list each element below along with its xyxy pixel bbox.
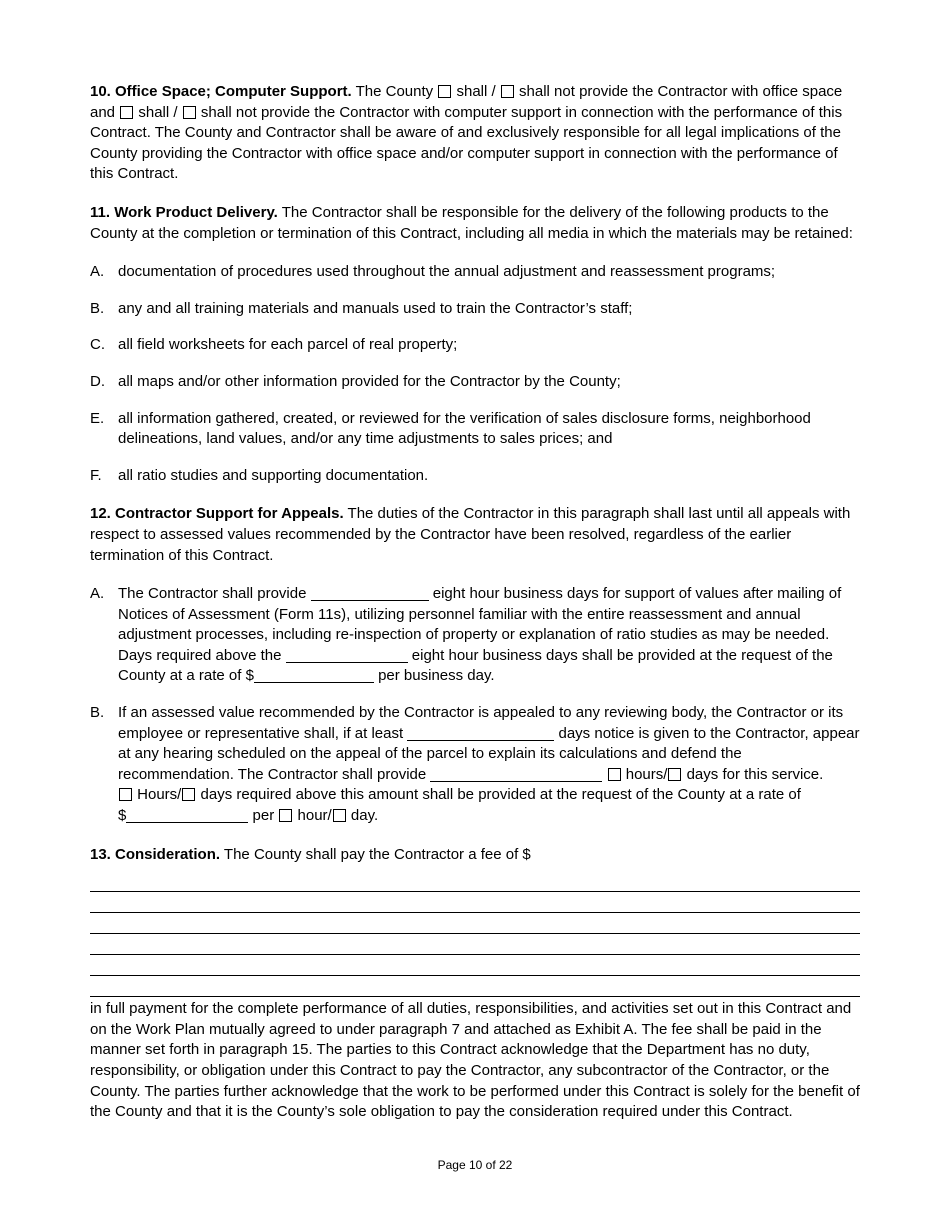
business-day-rate-field[interactable]	[254, 668, 374, 683]
text: days notice is given to the Contractor, appear at any hearing scheduled on the appeal of the parcel to explain its calculations and defend the recommendation. The Contractor shall provide	[118, 724, 860, 783]
list-item	[90, 262, 860, 283]
text: day.	[346, 807, 379, 825]
list-item-label: C.	[90, 336, 105, 354]
computer-shall-not-checkbox[interactable]	[183, 106, 196, 119]
list-item-label: B.	[90, 704, 105, 722]
section-12-heading: 12. Contractor Support for Appeals.	[90, 505, 344, 523]
computer-shall-checkbox[interactable]	[120, 106, 133, 119]
fee-line[interactable]	[90, 892, 860, 913]
extra-days-field[interactable]	[286, 648, 408, 663]
fee-line[interactable]	[90, 976, 860, 997]
list-item	[90, 466, 860, 487]
list-item-label: A.	[90, 585, 105, 603]
section-11-intro: The Contractor shall be responsible for the delivery of the following products to the County at the completion or termination of this Contract, including all media in which the materials may be retained:	[90, 203, 853, 242]
notice-days-field[interactable]	[407, 726, 554, 741]
office-shall-checkbox[interactable]	[438, 85, 451, 98]
section-10-text: shall /	[452, 83, 500, 100]
fee-description-lines[interactable]	[90, 871, 860, 997]
section-10-text: The County	[351, 83, 438, 100]
section-10-text: shall not provide the Contractor with office space and	[90, 83, 843, 121]
support-days-field[interactable]	[311, 586, 429, 601]
list-item	[90, 335, 860, 356]
section-12-item-a	[90, 584, 860, 687]
text: days for this service.	[682, 765, 824, 783]
section-11-heading: 11. Work Product Delivery.	[90, 203, 278, 221]
text: days required above this amount shall be provided at the request of the County at a rate of	[196, 786, 801, 804]
list-item-label: F.	[90, 466, 102, 484]
list-item	[90, 372, 860, 393]
office-shall-not-checkbox[interactable]	[501, 85, 514, 98]
text: hours/	[621, 765, 668, 783]
list-item-text	[118, 584, 860, 687]
section-12	[90, 504, 860, 566]
list-item-text: documentation of procedures used throughout the annual adjustment and reassessment programs;	[118, 263, 776, 281]
text: per	[248, 807, 279, 825]
text: hour/	[293, 807, 332, 825]
extra-hours-checkbox[interactable]	[119, 788, 132, 801]
rate-hour-checkbox[interactable]	[279, 809, 292, 822]
fee-line[interactable]	[90, 913, 860, 934]
section-11-list	[90, 262, 860, 486]
document-page	[90, 82, 860, 1123]
section-11	[90, 203, 860, 244]
service-days-checkbox[interactable]	[668, 768, 681, 781]
page-number: Page 10 of 22	[437, 1158, 513, 1172]
text: per business day.	[373, 667, 495, 685]
section-13-heading: 13. Consideration.	[90, 845, 221, 863]
list-item-text: any and all training materials and manuals used to train the Contractor’s staff;	[118, 299, 633, 317]
list-item-label: B.	[90, 299, 105, 317]
fee-line[interactable]	[90, 871, 860, 892]
text: eight hour business days for support of values after mailing of Notices of Assessment (Form 11s), utilizing personnel familiar with the entire reassessment and annual adjustment processes, including re-inspection of property or explanation of ratio studies as may be needed. Days required above the	[118, 585, 842, 664]
section-12-item-b	[90, 703, 860, 827]
text: If an assessed value recommended by the Contractor is appealed to any reviewing body, the Contractor or its employee or representative shall, if at least	[118, 704, 844, 742]
section-10-text: shall not provide the Contractor with computer support in connection with the performance of this Contract. The County and Contractor shall be aware of and exclusively responsible for all legal implications of the County providing the Contractor with office space and/or computer support in connection with the performance of this Contract.	[90, 103, 843, 183]
list-item-text: all ratio studies and supporting documentation.	[118, 466, 429, 484]
section-13	[90, 845, 860, 866]
section-13-body: in full payment for the complete performance of all duties, responsibilities, and activities set out in this Contract and on the Work Plan mutually agreed to under paragraph 7 and attached as Exhibit A. The fee shall be paid in the manner set forth in paragraph 15. The parties to this Contract acknowledge that the Department has no duty, responsibility, or obligation under this Contract to pay the Contractor, any subcontractor of the Contractor, or the County. The parties further acknowledge that the work to be performed under this Contract is solely for the benefit of the County and that it is the County’s sole obligation to pay the consideration required under this Contract.	[90, 1000, 860, 1121]
hourly-rate-field[interactable]	[126, 808, 248, 823]
section-10	[90, 82, 860, 185]
list-item-text	[118, 703, 860, 827]
section-10-heading: 10. Office Space; Computer Support.	[90, 83, 352, 100]
service-hours-checkbox[interactable]	[608, 768, 621, 781]
list-item-text: all maps and/or other information provided for the Contractor by the County;	[118, 372, 621, 390]
list-item-label: A.	[90, 263, 105, 281]
section-12-intro: The duties of the Contractor in this paragraph shall last until all appeals with respect to assessed values recommended by the Contractor have been resolved, regardless of the earlier termination of this Contract.	[90, 505, 851, 564]
section-10-text: shall /	[134, 103, 182, 121]
text: The Contractor shall provide	[118, 585, 311, 603]
service-amount-field[interactable]	[430, 767, 602, 782]
text: eight hour business days shall be provided at the request of the County at a rate of $	[118, 646, 833, 685]
section-13-text: The County shall pay the Contractor a fee of $	[220, 845, 531, 863]
fee-line[interactable]	[90, 934, 860, 955]
rate-day-checkbox[interactable]	[333, 809, 346, 822]
list-item-label: D.	[90, 372, 105, 390]
list-item-label: E.	[90, 409, 105, 427]
text: $	[118, 807, 127, 825]
fee-line[interactable]	[90, 955, 860, 976]
list-item	[90, 409, 860, 450]
list-item-text: all field worksheets for each parcel of real property;	[118, 336, 458, 354]
list-item-text: all information gathered, created, or reviewed for the verification of sales disclosure forms, neighborhood delineations, land values, and/or any time adjustments to sales prices; and	[118, 409, 811, 448]
extra-days-checkbox[interactable]	[182, 788, 195, 801]
text: Hours/	[133, 786, 182, 804]
list-item	[90, 299, 860, 320]
